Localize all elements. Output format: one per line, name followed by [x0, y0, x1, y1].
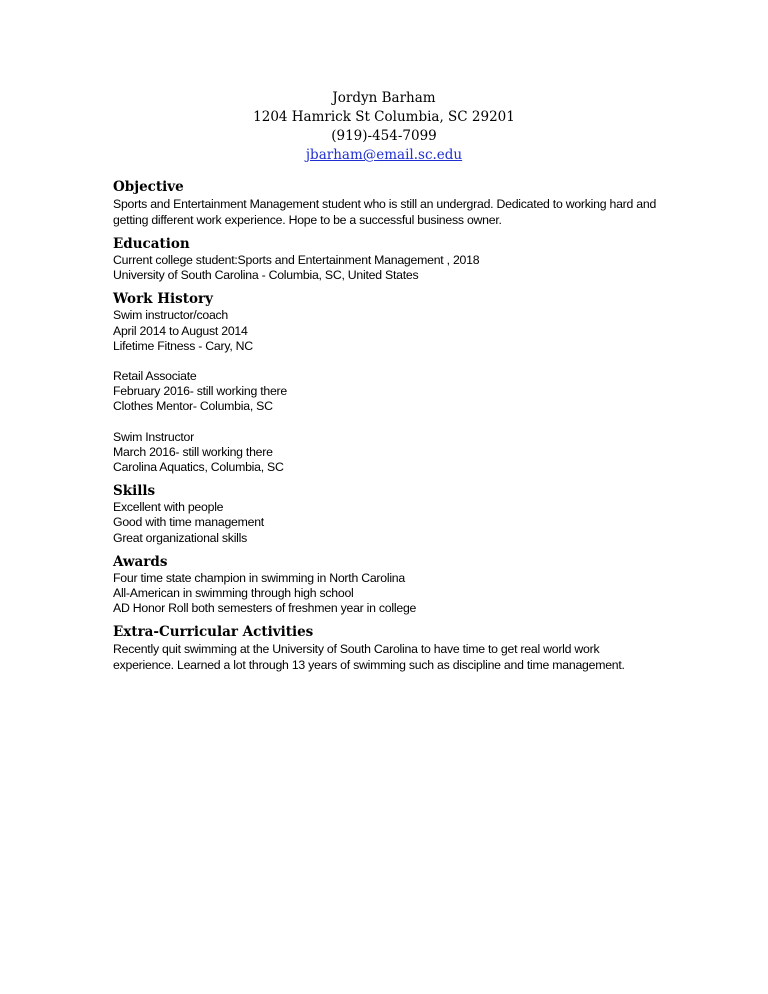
work-history-heading: Work History — [113, 291, 213, 308]
job-role: Swim instructor/coach — [113, 308, 229, 323]
skills-heading: Skills — [113, 483, 156, 500]
resume-content — [113, 178, 658, 680]
education-heading: Education — [113, 236, 190, 252]
job-entry — [113, 369, 658, 415]
job-place: Clothes Mentor- Columbia, SC — [113, 399, 273, 414]
applicant-phone: (919)-454-7099 — [331, 128, 437, 144]
education-line: Current college student:Sports and Entertainment Management , 2018 — [113, 253, 480, 267]
extracurricular-text: Recently quit swimming at the University of South Carolina to have time to get real world work experience. Learned a lot through 13 years of swimming such as discipline and time management. — [113, 642, 625, 673]
education-line: University of South Carolina - Columbia, SC, United States — [113, 268, 419, 283]
job-dates: February 2016- still working there — [113, 384, 287, 399]
extracurricular-heading: Extra-Curricular Activities — [113, 624, 314, 641]
job-role: Retail Associate — [113, 369, 197, 384]
job-dates: March 2016- still working there — [113, 444, 273, 459]
applicant-name: Jordyn Barham — [332, 90, 436, 106]
job-place: Carolina Aquatics, Columbia, SC — [113, 460, 284, 475]
awards-section — [113, 553, 658, 617]
award-item: Four time state champion in swimming in North Carolina — [113, 570, 405, 585]
job-dates: April 2014 to August 2014 — [113, 323, 248, 338]
education-section — [113, 235, 658, 283]
award-item: All-American in swimming through high school — [113, 586, 354, 601]
resume-header — [0, 89, 768, 165]
skills-section — [113, 482, 658, 546]
job-entry — [113, 430, 658, 476]
applicant-address: 1204 Hamrick St Columbia, SC 29201 — [253, 109, 515, 125]
skill-item: Good with time management — [113, 515, 264, 530]
applicant-email-link[interactable]: jbarham@email.sc.edu — [305, 147, 463, 163]
extracurricular-section — [113, 623, 658, 673]
awards-heading: Awards — [113, 553, 168, 570]
skill-item: Excellent with people — [113, 500, 224, 515]
job-role: Swim Instructor — [113, 429, 194, 444]
job-entry — [113, 308, 658, 354]
job-place: Lifetime Fitness - Cary, NC — [113, 338, 253, 353]
objective-section — [113, 178, 658, 228]
award-item: AD Honor Roll both semesters of freshmen year in college — [113, 601, 417, 616]
applicant-email-line — [0, 146, 768, 165]
objective-heading: Objective — [113, 179, 184, 195]
skill-item: Great organizational skills — [113, 530, 248, 545]
objective-text: Sports and Entertainment Management student who is still an undergrad. Dedicated to working hard and getting different work experience. Hope to be a successful business owner. — [113, 197, 657, 227]
work-history-section — [113, 290, 658, 475]
